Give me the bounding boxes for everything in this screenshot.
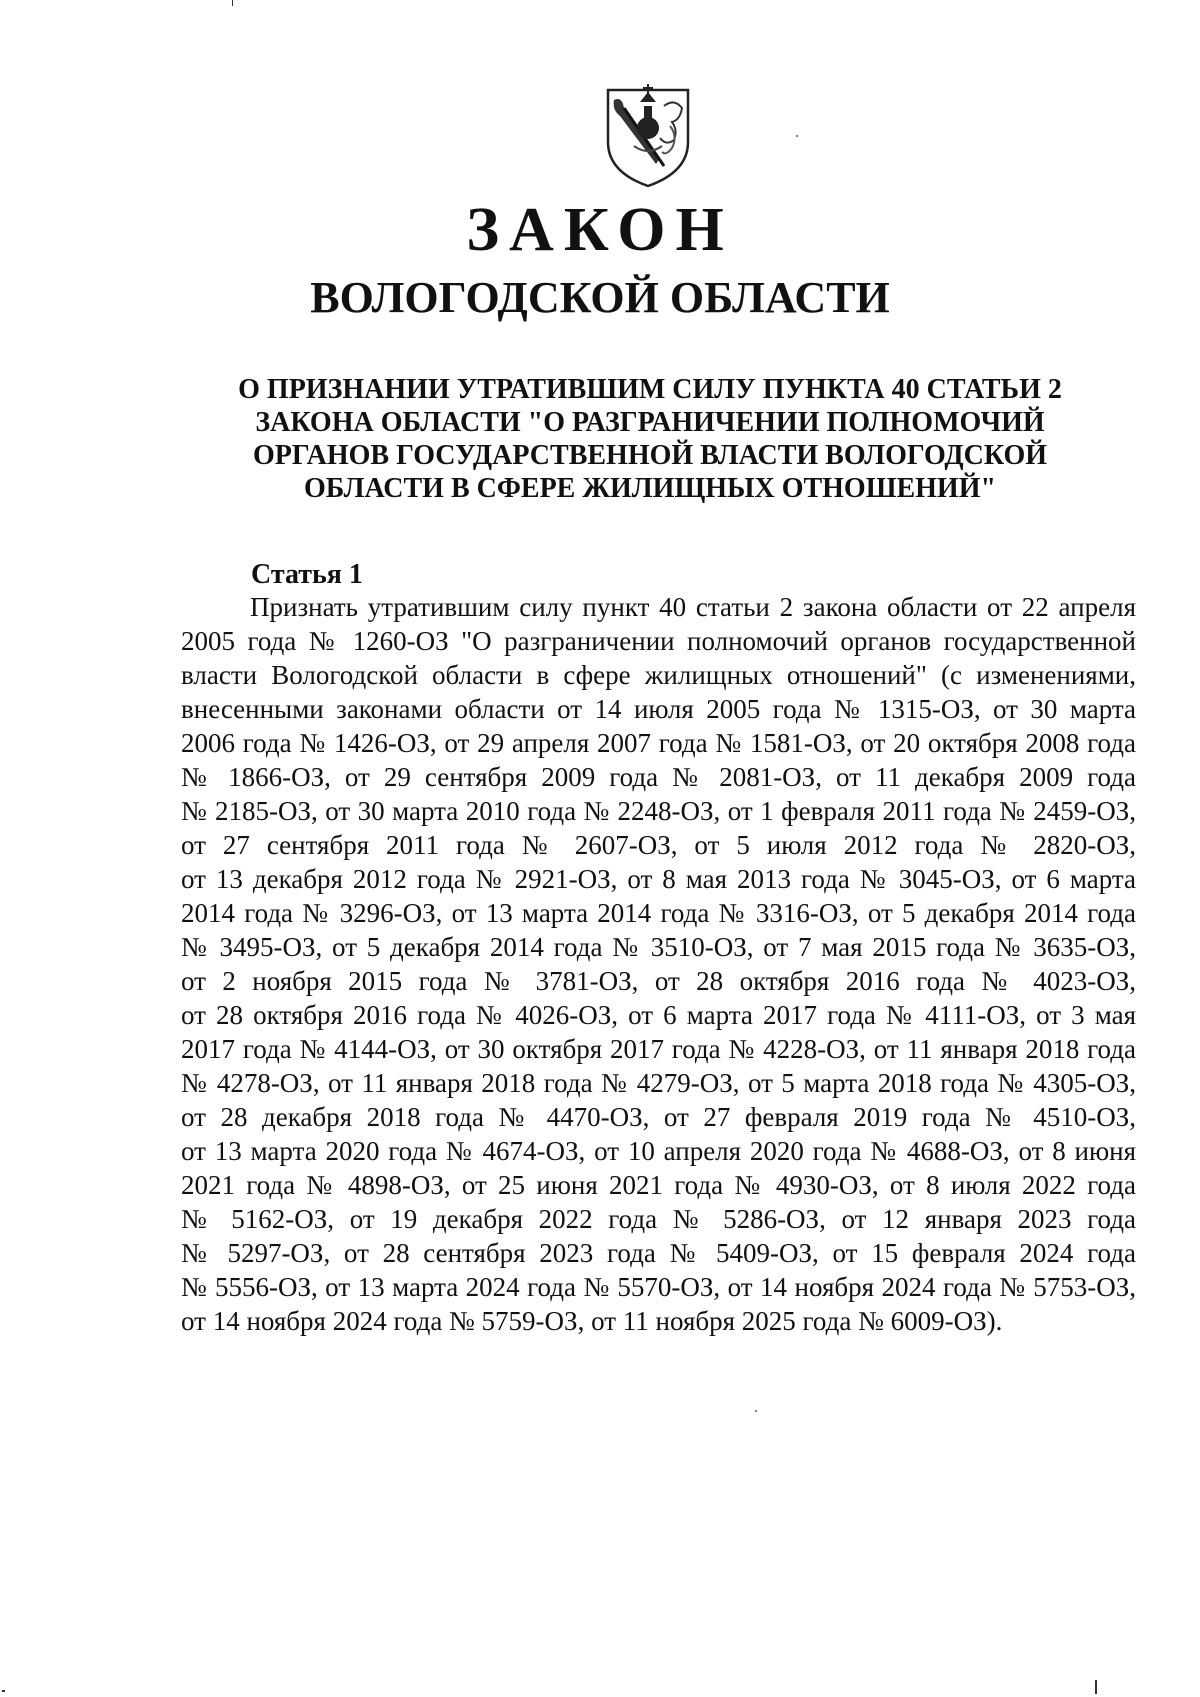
body-line: внесенными законами области от 14 июля 2005 года № 1315-ОЗ, от 30 марта xyxy=(181,694,1136,724)
body-line: № 1866-ОЗ, от 29 сентября 2009 года № 2081-ОЗ, от 11 декабря 2009 года xyxy=(181,762,1136,792)
body-line: 2017 года № 4144-ОЗ, от 30 октября 2017 года № 4228-ОЗ, от 11 января 2018 года xyxy=(181,1034,1136,1064)
body-line: от 28 декабря 2018 года № 4470-ОЗ, от 27 февраля 2019 года № 4510-ОЗ, xyxy=(181,1102,1136,1132)
heading-line: ОБЛАСТИ В СФЕРЕ ЖИЛИЩНЫХ ОТНОШЕНИЙ" xyxy=(303,473,997,504)
body-line: 2006 года № 1426-ОЗ, от 29 апреля 2007 года № 1581-ОЗ, от 20 октября 2008 года xyxy=(181,728,1136,758)
body-line: Признать утратившим силу пункт 40 статьи 2 закона области от 22 апреля xyxy=(250,592,1136,622)
article-title: Статья 1 xyxy=(251,559,363,590)
body-line: № 3495-ОЗ, от 5 декабря 2014 года № 3510-ОЗ, от 7 мая 2015 года № 3635-ОЗ, xyxy=(181,932,1136,962)
body-line: № 5162-ОЗ, от 19 декабря 2022 года № 5286-ОЗ, от 12 января 2023 года xyxy=(181,1204,1136,1234)
body-line: № 2185-ОЗ, от 30 марта 2010 года № 2248-ОЗ, от 1 февраля 2011 года № 2459-ОЗ, xyxy=(181,796,1136,826)
article-body xyxy=(181,590,1136,1338)
law-heading xyxy=(220,373,1080,505)
document-subtitle: ВОЛОГОДСКОЙ ОБЛАСТИ xyxy=(310,273,890,322)
body-line: 2005 года № 1260-ОЗ "О разграничении полномочий органов государственной xyxy=(181,626,1136,656)
scan-speck xyxy=(755,1410,757,1412)
scan-speck xyxy=(796,135,798,137)
body-line: 2014 года № 3296-ОЗ, от 13 марта 2014 года № 3316-ОЗ, от 5 декабря 2014 года xyxy=(181,898,1136,928)
body-line: от 27 сентября 2011 года № 2607-ОЗ, от 5 июля 2012 года № 2820-ОЗ, xyxy=(181,830,1136,860)
heading-line: ЗАКОНА ОБЛАСТИ "О РАЗГРАНИЧЕНИИ ПОЛНОМОЧИЙ xyxy=(255,407,1045,438)
document-title: ЗАКОН xyxy=(466,196,734,264)
body-line: 2021 года № 4898-ОЗ, от 25 июня 2021 года № 4930-ОЗ, от 8 июля 2022 года xyxy=(181,1170,1136,1200)
body-line: № 5556-ОЗ, от 13 марта 2024 года № 5570-ОЗ, от 14 ноября 2024 года № 5753-ОЗ, xyxy=(181,1272,1136,1302)
body-line: от 13 декабря 2012 года № 2921-ОЗ, от 8 мая 2013 года № 3045-ОЗ, от 6 марта xyxy=(181,864,1136,894)
scan-edge-mark xyxy=(1095,1680,1097,1694)
body-line: № 5297-ОЗ, от 28 сентября 2023 года № 5409-ОЗ, от 15 февраля 2024 года xyxy=(181,1238,1136,1268)
coat-of-arms-icon xyxy=(604,80,692,190)
body-line: от 14 ноября 2024 года № 5759-ОЗ, от 11 ноября 2025 года № 6009-ОЗ). xyxy=(181,1306,1003,1336)
body-line: от 28 октября 2016 года № 4026-ОЗ, от 6 марта 2017 года № 4111-ОЗ, от 3 мая xyxy=(181,1000,1136,1030)
scan-edge-mark xyxy=(2,1690,5,1692)
scan-edge-mark xyxy=(232,0,233,6)
body-line: власти Вологодской области в сфере жилищных отношений" (с изменениями, xyxy=(181,660,1136,690)
heading-line: ОРГАНОВ ГОСУДАРСТВЕННОЙ ВЛАСТИ ВОЛОГОДСКОЙ xyxy=(252,440,1048,471)
body-line: № 4278-ОЗ, от 11 января 2018 года № 4279-ОЗ, от 5 марта 2018 года № 4305-ОЗ, xyxy=(181,1068,1136,1098)
body-line: от 13 марта 2020 года № 4674-ОЗ, от 10 апреля 2020 года № 4688-ОЗ, от 8 июня xyxy=(181,1136,1136,1166)
body-line: от 2 ноября 2015 года № 3781-ОЗ, от 28 октября 2016 года № 4023-ОЗ, xyxy=(181,966,1136,996)
heading-line: О ПРИЗНАНИИ УТРАТИВШИМ СИЛУ ПУНКТА 40 СТАТЬИ 2 xyxy=(238,374,1062,405)
